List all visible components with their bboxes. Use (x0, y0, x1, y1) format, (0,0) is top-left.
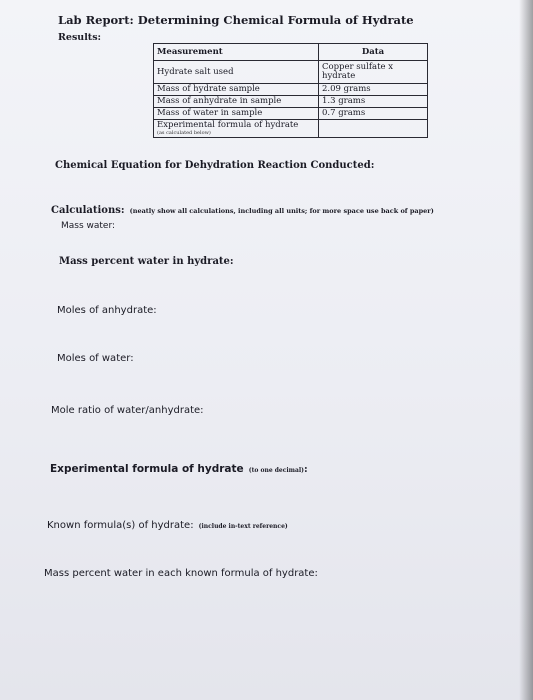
table-header-row (154, 44, 428, 61)
known-formula-label: Known formula(s) of hydrate: (47, 520, 194, 531)
data-header: Data (319, 44, 428, 61)
calculations-line (51, 198, 434, 217)
experimental-formula-note: (to one decimal) (248, 467, 305, 474)
data-cell: 0.7 grams (319, 108, 428, 120)
moles-anhydrate-label: Moles of anhydrate: (57, 305, 157, 316)
data-cell: Copper sulfate x hydrate (319, 61, 428, 84)
known-formula-line (47, 513, 288, 532)
mole-ratio-label: Mole ratio of water/anhydrate: (51, 405, 204, 416)
calculations-note: (neatly show all calculations, including all units; for more space use back of paper) (129, 207, 434, 215)
mass-water-label: Mass water: (61, 221, 116, 231)
experimental-formula-line: Experimental formula of hydrate (to one decimal): (50, 463, 308, 475)
known-formula-note: (include in-text reference) (198, 523, 288, 530)
measurement-label: Experimental formula of hydrate (157, 120, 299, 130)
table-row (154, 96, 428, 108)
results-label: Results: (58, 32, 102, 43)
data-cell: 1.3 grams (319, 96, 428, 108)
measurement-note: (as calculated below) (157, 130, 211, 136)
mass-percent-water-label: Mass percent water in hydrate: (59, 256, 234, 267)
equation-heading: Chemical Equation for Dehydration Reaction Conducted: (55, 160, 375, 171)
calculations-heading: Calculations: (51, 205, 125, 216)
measurement-cell: Hydrate salt used (154, 61, 319, 84)
measurement-cell: Mass of water in sample (154, 108, 319, 120)
document-title: Lab Report: Determining Chemical Formula of Hydrate (58, 13, 414, 27)
table-row (154, 61, 428, 84)
experimental-formula-label: Experimental formula of hydrate (50, 463, 244, 475)
table-row (154, 120, 428, 138)
measurement-cell: Mass of hydrate sample (154, 84, 319, 96)
data-cell (319, 120, 428, 138)
results-table (153, 43, 428, 138)
table-row (154, 108, 428, 120)
measurement-cell: Mass of anhydrate in sample (154, 96, 319, 108)
data-cell: 2.09 grams (319, 84, 428, 96)
table-row (154, 84, 428, 96)
photo-edge-shadow (519, 0, 533, 700)
moles-water-label: Moles of water: (57, 353, 134, 364)
measurement-header: Measurement (154, 44, 319, 61)
mass-percent-known-label: Mass percent water in each known formula of hydrate: (44, 568, 318, 579)
measurement-cell (154, 120, 319, 138)
